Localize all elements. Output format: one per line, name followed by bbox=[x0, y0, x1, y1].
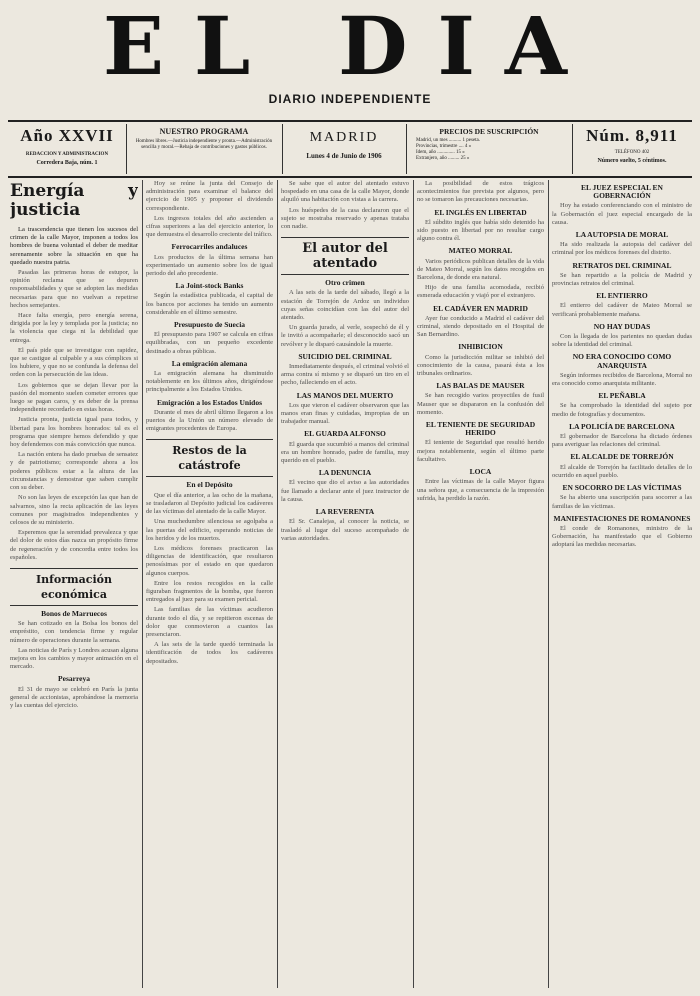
body-text: El súbdito inglés que había sido detenido ha sido puesto en libertad por no resultar cargo alguno contra él. bbox=[417, 218, 544, 243]
subheading: NO HAY DUDAS bbox=[593, 321, 651, 331]
subheading: LA AUTOPSIA DE MORAL bbox=[575, 230, 669, 240]
subheading: Emigración a los Estados Unidos bbox=[156, 397, 263, 407]
subheading: NO ERA CONOCIDO COMO ANARQUISTA bbox=[572, 352, 672, 370]
info-bar bbox=[8, 124, 692, 174]
subheading: MATEO MORRAL bbox=[448, 246, 513, 256]
price-row: Provincias, trimestre .... 4 » bbox=[416, 144, 472, 149]
column-2 bbox=[146, 180, 273, 988]
column-3 bbox=[281, 180, 409, 988]
address: Corredera Baja, núm. 1 bbox=[36, 160, 98, 166]
body-text: El 31 de mayo se celebró en París la junta general de accionistas, aprobándose la memoria y las cuentas del ejercicio. bbox=[10, 685, 138, 709]
section-title: Información económica bbox=[36, 572, 112, 601]
column-divider bbox=[413, 180, 414, 988]
price-row: Madrid, un mes .......... 1 peseta. bbox=[416, 138, 481, 143]
body-text: La emigración alemana ha disminuido notablemente en los últimos años, dirigiéndose principalmente a los Estados Unidos. bbox=[146, 370, 273, 394]
column-divider bbox=[548, 180, 549, 988]
body-text: Los que vieron el cadáver observaron que las manos eran finas y cuidadas, impropias de un trabajador manual. bbox=[281, 401, 409, 426]
subheading: EL ENTIERRO bbox=[596, 291, 648, 301]
article-title-restos: Restos de la catástrofe bbox=[172, 444, 247, 473]
body-text: El vecino que dio el aviso a las autoridades fue llamado a declarar ante el juez instructor de la causa. bbox=[281, 479, 409, 503]
price-row: Idem, año .............. 15 » bbox=[416, 150, 465, 155]
body-text: El entierro del cadáver de Mateo Morral se verificará probablemente mañana. bbox=[552, 302, 692, 318]
subheading: Presupuesto de Suecia bbox=[173, 320, 246, 330]
column-divider bbox=[142, 180, 143, 988]
column-4 bbox=[417, 180, 544, 988]
article-header bbox=[281, 237, 409, 275]
body-text: Los productos de la última semana han experimentado un aumento sobre los de igual periodo del año precedente. bbox=[146, 253, 273, 278]
subheading: LA POLICÍA DE BARCELONA bbox=[569, 421, 675, 431]
year-label: Año XXVII bbox=[20, 126, 114, 145]
body-text: Se han recogido varios proyectiles de fusil Mauser que se dispararon en la confusión del momento. bbox=[417, 392, 544, 416]
body-text: Se han repartido a la policía de Madrid y provincias retratos del criminal. bbox=[552, 271, 692, 288]
body-text: El presupuesto para 1907 se calcula en cifras equilibradas, con un pequeño excedente destinado a obras públicas. bbox=[146, 331, 273, 355]
subheading: LAS MANOS DEL MUERTO bbox=[296, 390, 394, 400]
body-text: El alcalde de Torrejón ha facilitado detalles de lo ocurrido en aquel pueblo. bbox=[552, 463, 692, 479]
subheading: LOCA bbox=[469, 467, 492, 477]
subheading: EL CADÁVER EN MADRID bbox=[433, 303, 528, 313]
body-text: Que el día anterior, a las ocho de la mañana, se trasladaron al Depósito judicial los cadáveres de las víctimas del atentado de la calle Mayor. Una muchedumbre silenciosa se agolpaba a las puertas del edificio, esperando noticias de los heridos y de los muertos. Los médicos forenses practicaron las diligencias de identificación, que resultaron penosísimas por el estado en que quedaron algunos cuerpos. Entre los restos recogidos en la calle figuraban fragmentos de la bomba, que fueron entregados al juez para su examen pericial. Las familias de las víctimas acudieron durante todo el día, y se repitieron escenas de dolor que conmovieron a cuantos las presenciaron. A las seis de la tarde quedó terminada la identificación de todos los cadáveres depositados. bbox=[146, 491, 273, 665]
body-text: La posibilidad de estos trágicos acontecimientos fue prevista por algunos, pero no se tomaron las precauciones necesarias. bbox=[417, 180, 544, 204]
column-1 bbox=[10, 180, 138, 988]
phone-label: TELÉFONO 402 bbox=[614, 150, 650, 155]
prices-rows bbox=[406, 136, 572, 162]
date-label: Lunes 4 de Junio de 1906 bbox=[306, 152, 382, 160]
body-text: El Sr. Canalejas, al conocer la noticia, se trasladó al lugar del suceso acompañado de varias autoridades. bbox=[281, 518, 409, 542]
subheading: MANIFESTACIONES DE ROMANONES bbox=[553, 513, 691, 523]
column-5 bbox=[552, 180, 692, 988]
body-text: Ayer fue conducido a Madrid el cadáver del criminal, siendo depositado en el Hospital de San Bernardino. bbox=[417, 314, 544, 339]
body-text: Varios periódicos publican detalles de la vida de Mateo Morral, según los datos recogidos en Barcelona, de donde era natural. Hijo de una familia acomodada, recibió esmerada educación y viajó por el extranjero. bbox=[417, 257, 544, 300]
date-cell bbox=[282, 124, 407, 174]
column-divider bbox=[277, 180, 278, 988]
article-title-autor: El autor del atentado bbox=[302, 241, 388, 272]
city-label: MADRID bbox=[309, 130, 379, 145]
body-text: Con la llegada de los parientes no quedan dudas sobre la identidad del criminal. bbox=[552, 333, 692, 349]
section-subtitle: Pesarreya bbox=[58, 674, 90, 684]
newspaper-title: EL DIA bbox=[103, 0, 597, 93]
year-cell bbox=[8, 124, 127, 174]
prices-cell bbox=[406, 124, 573, 174]
lead-paragraph: La trascendencia que tienen los sucesos del crimen de la calle Mayor, imponen a todos los hombres de buena voluntad el deber de meditar serenamente sobre la situación en que ha quedado nuestra patria. bbox=[10, 226, 138, 266]
body-text: El guarda que sucumbió a manos del criminal era un hombre honrado, padre de familia, muy querido en el pueblo. bbox=[281, 440, 409, 465]
body-text: Ha sido realizada la autopsia del cadáver del criminal por los médicos forenses del distrito. bbox=[552, 241, 692, 257]
body-text: Según la estadística publicada, el capital de los bancos por acciones ha tenido un aumento considerable en el último semestre. bbox=[146, 292, 273, 316]
body-text: Se sabe que el autor del atentado estuvo hospedado en una casa de la calle Mayor, donde alquiló una habitación con vistas a la carrera. Los huéspedes de la casa declararon que el sujeto se mostraba reservado y apenas trataba con nadie. bbox=[281, 180, 409, 231]
article-header bbox=[146, 439, 273, 477]
section-header bbox=[10, 568, 138, 606]
issue-number: Núm. 8,911 bbox=[586, 126, 678, 145]
newspaper-subtitle: DIARIO INDEPENDIENTE bbox=[268, 92, 432, 106]
subheading: EL INGLÉS EN LIBERTAD bbox=[434, 207, 527, 217]
top-rule bbox=[8, 120, 692, 122]
info-rule bbox=[8, 176, 692, 178]
price-row: Extranjero, año ......... 25 » bbox=[416, 156, 470, 161]
subheading: LA DENUNCIA bbox=[318, 468, 372, 478]
article-subtitle: Otro crimen bbox=[325, 278, 365, 288]
headline-energia-justicia: Energía y justicia bbox=[10, 181, 138, 220]
body-text: Entre las víctimas de la calle Mayor figura una señora que, a consecuencia de la impresión sufrida, ha perdido la razón. bbox=[417, 478, 544, 502]
body-text: Según informes recibidos de Barcelona, Morral no era conocido como anarquista militante. bbox=[552, 371, 692, 388]
subheading: Ferrocarriles andaluces bbox=[171, 242, 248, 252]
body-text: Hoy se reúne la junta del Consejo de administración para examinar el balance del ejercicio de 1905 y proponer el dividendo correspondiente. Los ingresos totales del año ascienden a cifras superiores a las del ejercicio anterior, lo que demuestra el desarrollo creciente del tráfico. bbox=[146, 180, 273, 239]
body-text: El conde de Romanones, ministro de la Gobernación, ha manifestado que el Gobierno adoptará las medidas necesarias. bbox=[552, 524, 692, 549]
subheading: SUICIDIO DEL CRIMINAL bbox=[298, 351, 392, 361]
body-text: Pasadas las primeras horas de estupor, la opinión reclama que se depuren responsabilidades y que se adopten las medidas necesarias para que no vuelvan a repetirse hechos semejantes. Hace falta energía, pero energía serena, dirigida por la ley y templada por la justicia; no la violencia que ciega ni la debilidad que entrega. El país pide que se investigue con rapidez, que se castigue al culpable y a sus cómplices si los hubiere, y que no se confunda la defensa del orden con la persecución de las ideas. Los gobiernos que se dejan llevar por la pasión del momento suelen cometer errores que luego se pagan caros, y es deber de la prensa independiente recordarlo en estas horas. Justicia pronta, justicia igual para todos, y libertad para los hombres honrados: tal es el programa que siempre hemos defendido y que hoy defendemos con más convicción que nunca. La nación entera ha dado pruebas de sensatez y de patriotismo; corresponde ahora a los poderes públicos estar a la altura de las circunstancias y demostrar que saben cumplir con su deber. No son las leyes de excepción las que han de salvarnos, sino la recta aplicación de las leyes comunes por magistrados independientes y celosos de su ministerio. Esperemos que la serenidad prevalezca y que del dolor de estos días nazca un propósito firme de regeneración y de concordia entre todos los españoles. bbox=[10, 269, 138, 561]
body-text: Se ha abierto una suscripción para socorrer a las familias de las víctimas. bbox=[552, 494, 692, 510]
single-price: Número suelto, 5 céntimos. bbox=[597, 158, 667, 164]
program-cell bbox=[126, 124, 283, 174]
body-text: Se han cotizado en la Bolsa los bonos del empréstito, con tendencia firme y regular número de operaciones durante la semana. Las noticias de París y Londres acusan alguna mejora en los cambios y mayor animación en el mercado. bbox=[10, 620, 138, 671]
body-text: Se ha comprobado la identidad del sujeto por medio de fotografías y documentos. bbox=[552, 402, 692, 418]
body-text: El gobernador de Barcelona ha dictado órdenes para averiguar las relaciones del criminal. bbox=[552, 433, 692, 449]
subheading: LAS BALAS DE MAUSER bbox=[436, 381, 525, 391]
body-text: El teniente de Seguridad que resultó herido mejora notablemente, según el último parte facultativo. bbox=[417, 439, 544, 463]
subheading: La Joint-stock Banks bbox=[175, 281, 244, 291]
body-text: Inmediatamente después, el criminal volvió el arma contra sí mismo y se disparó un tiro en el pecho, falleciendo en el acto. bbox=[281, 363, 409, 387]
number-cell bbox=[572, 124, 692, 174]
subheading: La emigración alemana bbox=[171, 358, 248, 368]
subheading: RETRATOS DEL CRIMINAL bbox=[572, 260, 672, 270]
subheading: LA REVERENTA bbox=[315, 507, 375, 517]
subheading: EL GUARDA ALFONSO bbox=[304, 429, 386, 439]
subheading: EL JUEZ ESPECIAL EN GOBERNACIÓN bbox=[581, 183, 663, 201]
subheading: INHIBICION bbox=[458, 342, 503, 352]
subheading: EL ALCALDE DE TORREJÓN bbox=[570, 452, 674, 462]
address-label: REDACCION Y ADMINISTRACION bbox=[25, 152, 109, 157]
subheading: EL TENIENTE DE SEGURIDAD HERIDO bbox=[425, 420, 536, 438]
masthead bbox=[0, 0, 700, 116]
subheading: EN SOCORRO DE LAS VÍCTIMAS bbox=[562, 483, 682, 493]
subheading: EL PEÑABLA bbox=[598, 391, 646, 401]
body-text: Como la jurisdicción militar se inhibió del conocimiento de la causa, pasará ésta a los tribunales ordinarios. bbox=[417, 353, 544, 378]
section-subtitle: Bonos de Marruecos bbox=[41, 608, 107, 618]
body-text: Hoy ha estado conferenciando con el ministro de la Gobernación el juez especial encargado de la causa. bbox=[552, 202, 692, 226]
article-subtitle: En el Depósito bbox=[186, 480, 233, 490]
body-text: A las seis de la tarde del sábado, llegó a la estación de Torrejón de Ardoz un individuo cuyas señas coincidían con las del autor del atentado. Un guarda jurado, al verle, sospechó de él y le invitó a acompañarle; el desconocido sacó un revólver y le disparó causándole la muerte. bbox=[281, 289, 409, 348]
program-text: Hombres libres.—Justicia independiente y pronta.—Administración sencilla y moral.—Rebaja de contribuciones y gastos públicos. bbox=[135, 139, 273, 150]
prices-title: PRECIOS DE SUSCRIPCIÓN bbox=[439, 127, 539, 136]
program-title: NUESTRO PROGRAMA bbox=[159, 127, 249, 136]
body-text: Durante el mes de abril último llegaron a los puertos de la Unión un número elevado de emigrantes procedentes de Europa. bbox=[146, 408, 273, 433]
